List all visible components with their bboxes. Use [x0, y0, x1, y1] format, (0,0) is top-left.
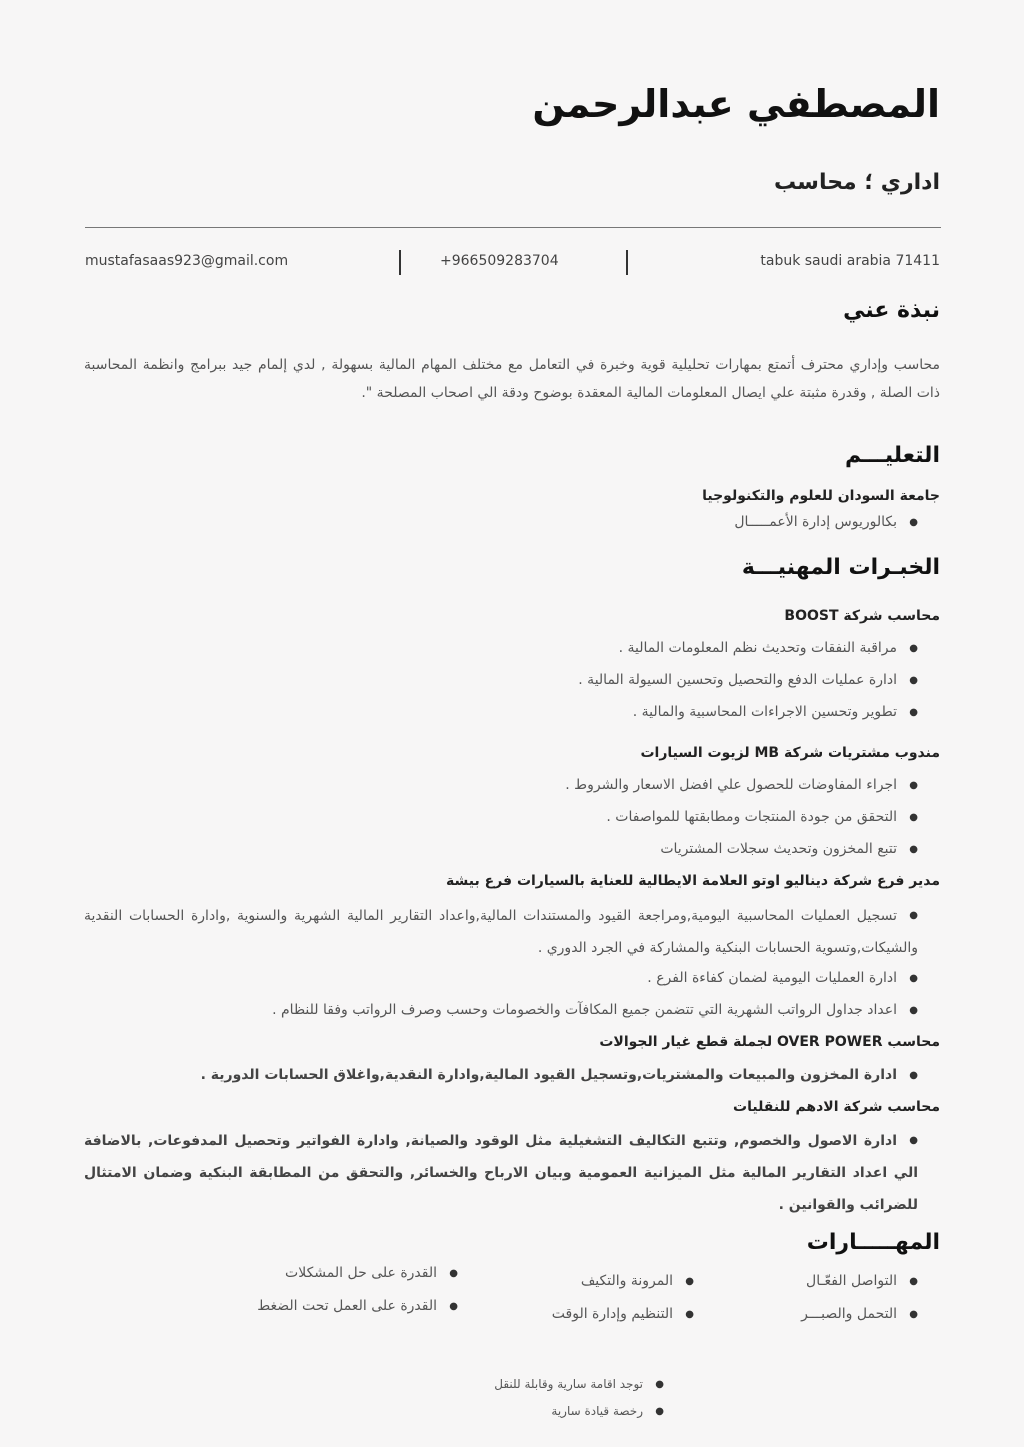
list-item	[606, 809, 918, 825]
item-text: القدرة على العمل تحت الضغط	[257, 1298, 437, 1314]
bullet-icon: ●	[909, 972, 918, 984]
about-text: محاسب وإداري محترف أتمتع بمهارات تحليلية قوية وخبرة في التعامل مع مختلف المهام المالية بسهولة , لدي إلمام جيد ببرامج وانظمة المحاسبة ذات الصلة , وقدرة مثبتة علي ايصال المعلومات المالية المعقدة بوضوح ودقة الي اصحاب المصلحة ".	[84, 357, 940, 401]
bullet-icon: ●	[909, 1069, 918, 1081]
item-text: تطوير وتحسين الاجراءات المحاسبية والمالية .	[632, 704, 897, 720]
item-text: اجراء المفاوضات للحصول علي افضل الاسعار والشروط .	[565, 777, 897, 793]
bullet-icon: ●	[909, 674, 918, 686]
item-text: التنظيم وإدارة الوقت	[551, 1306, 673, 1322]
extra-item	[551, 1404, 664, 1418]
bullet-icon: ●	[909, 516, 918, 528]
bullet-icon: ●	[909, 1308, 918, 1320]
item-text: تتبع المخزون وتحديث سجلات المشتريات	[660, 841, 897, 857]
address: tabuk saudi arabia 71411	[760, 253, 940, 269]
contact-divider	[399, 250, 401, 275]
skill-item	[257, 1298, 458, 1314]
list-item	[619, 640, 918, 656]
job-title: محاسب شركة الادهم للنقليات	[733, 1099, 940, 1115]
bullet-icon: ●	[909, 642, 918, 654]
bullet-icon: ●	[909, 706, 918, 718]
bullet-icon: ●	[909, 1004, 918, 1016]
list-item	[565, 777, 918, 793]
item-text: القدرة على حل المشكلات	[285, 1265, 437, 1281]
extra-item	[494, 1377, 664, 1391]
bullet-icon: ●	[909, 1135, 918, 1146]
item-text: ادارة الاصول والخصوم, وتتبع التكاليف التشغيلية مثل الوقود والصيانة, وادارة الفواتير وتحصيل المدفوعات, بالاضافة الي اعداد التقارير المالية مثل الميزانية العمومية وبيان الارباح والخسائر, والتحقق من المطابقة البنكية وضمان الامتثال للضرائب والقوانين .	[84, 1133, 918, 1213]
job-title: اداري ؛ محاسب	[774, 170, 940, 195]
bullet-icon: ●	[449, 1300, 458, 1312]
item-text: التحقق من جودة المنتجات ومطابقتها للمواصفات .	[606, 809, 897, 825]
job-title: محاسب شركة BOOST	[784, 608, 940, 624]
item-text: اعداد جداول الرواتب الشهرية التي تتضمن جميع المكافآت والخصومات وحسب وصرف الرواتب وفقا للنظام .	[272, 1002, 897, 1018]
bullet-icon: ●	[909, 811, 918, 823]
bullet-icon: ●	[655, 1379, 664, 1390]
about-heading: نبذة عني	[843, 298, 940, 323]
item-text: المرونة والتكيف	[580, 1273, 673, 1289]
list-item	[272, 1002, 918, 1018]
bullet-icon: ●	[655, 1406, 664, 1417]
skill-item	[285, 1265, 458, 1281]
degree: بكالوريوس إدارة الأعمـــــال	[734, 514, 897, 530]
item-text: ادارة المخزون والمبيعات والمشتريات,وتسجيل القيود المالية,وادارة النقدية,واغلاق الحسابات الدورية .	[200, 1067, 897, 1083]
bullet-icon: ●	[449, 1267, 458, 1279]
bullet-icon: ●	[685, 1275, 694, 1287]
candidate-name: المصطفي عبدالرحمن	[532, 82, 940, 126]
email[interactable]: mustafasaas923@gmail.com	[85, 253, 289, 269]
list-item	[84, 1125, 918, 1221]
header-divider	[85, 227, 941, 228]
item-text: تسجيل العمليات المحاسبية اليومية,ومراجعة القيود والمستندات المالية,واعداد التقارير المالية الشهرية والسنوية ,وادارة الحسابات النقدية والشيكات,وتسوية الحسابات البنكية والمشاركة في الجرد الدوري .	[84, 908, 918, 956]
skill-item	[552, 1306, 694, 1322]
education-heading: التعليـــم	[845, 443, 940, 468]
item-text: ادارة العمليات اليومية لضمان كفاءة الفرع .	[647, 970, 897, 986]
skills-heading: المهـــــارات	[806, 1230, 940, 1255]
list-item	[84, 900, 918, 964]
list-item	[201, 1067, 918, 1083]
item-text: مراقبة النفقات وتحديث نظم المعلومات المالية .	[618, 640, 897, 656]
item-text: التحمل والصبـــر	[801, 1306, 897, 1322]
skill-item	[806, 1273, 918, 1289]
item-text: ادارة عمليات الدفع والتحصيل وتحسين السيولة المالية .	[578, 672, 897, 688]
phone: +966509283704	[440, 253, 559, 269]
list-item	[647, 970, 918, 986]
job-title: محاسب OVER POWER لجملة قطع غيار الجوالات	[599, 1034, 940, 1050]
bullet-icon: ●	[685, 1308, 694, 1320]
list-item	[734, 514, 918, 530]
contact-divider	[626, 250, 628, 275]
university: جامعة السودان للعلوم والتكنولوجيا	[702, 488, 940, 504]
skill-item	[801, 1306, 918, 1322]
list-item	[578, 672, 918, 688]
bullet-icon: ●	[909, 779, 918, 791]
bullet-icon: ●	[909, 910, 918, 921]
list-item	[660, 841, 918, 857]
list-item	[633, 704, 918, 720]
experience-heading: الخبـرات المهنيـــة	[741, 555, 940, 580]
skill-item	[581, 1273, 694, 1289]
bullet-icon: ●	[909, 1275, 918, 1287]
job-title: مدير فرع شركة ديناليو اوتو العلامة الايطالية للعناية بالسيارات فرع بيشة	[446, 873, 940, 889]
item-text: توجد اقامة سارية وقابلة للنقل	[494, 1377, 643, 1391]
job-title: مندوب مشتريات شركة MB لزيوت السيارات	[640, 745, 940, 761]
item-text: التواصل الفعّـال	[806, 1273, 897, 1289]
bullet-icon: ●	[909, 843, 918, 855]
item-text: رخصة قيادة سارية	[551, 1404, 643, 1418]
